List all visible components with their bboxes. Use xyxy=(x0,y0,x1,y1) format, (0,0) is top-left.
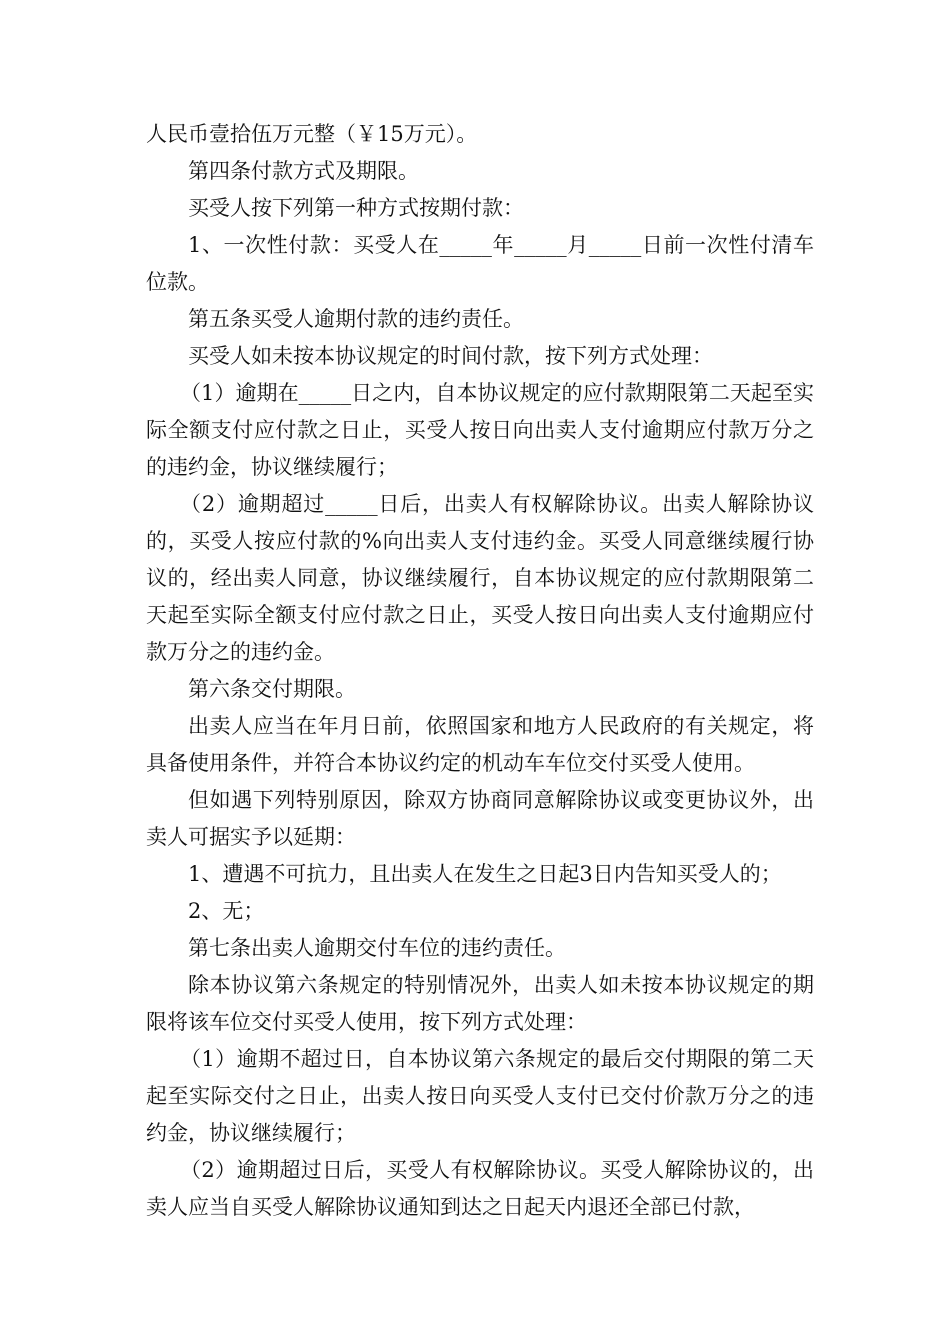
paragraph-late-payment-item-2: （2）逾期超过_____日后，出卖人有权解除协议。出卖人解除协议的，买受人按应付款的%向出卖人支付违约金。买受人同意继续履行协议的，经出卖人同意，协议继续履行，自本协议规定的应付款期限第二天起至实际全额支付应付款之日止，买受人按日向出卖人支付逾期应付款万分之的违约金。 xyxy=(146,492,814,664)
heading-article-7: 第七条出卖人逾期交付车位的违约责任。 xyxy=(188,936,566,960)
paragraph-price-amount: 人民币壹拾伍万元整（￥15万元）。 xyxy=(146,122,478,146)
paragraph-late-delivery-item-1: （1）逾期不超过日，自本协议第六条规定的最后交付期限的第二天起至实际交付之日止，出卖人按日向买受人支付已交付价款万分之的违约金，协议继续履行； xyxy=(146,1047,814,1145)
paragraph-lump-sum-payment: 1、一次性付款：买受人在_____年_____月_____日前一次性付清车位款。 xyxy=(146,233,814,294)
paragraph-late-payment-intro: 买受人如未按本协议规定的时间付款，按下列方式处理： xyxy=(188,344,713,368)
document-page xyxy=(146,116,814,1226)
heading-article-4: 第四条付款方式及期限。 xyxy=(188,159,419,183)
paragraph-payment-method: 买受人按下列第一种方式按期付款： xyxy=(188,196,524,220)
paragraph-late-delivery-intro: 除本协议第六条规定的特别情况外，出卖人如未按本协议规定的期限将该车位交付买受人使用，按下列方式处理： xyxy=(146,973,814,1034)
paragraph-delivery-deadline: 出卖人应当在年月日前，依照国家和地方人民政府的有关规定，将具备使用条件，并符合本协议约定的机动车车位交付买受人使用。 xyxy=(146,714,814,775)
paragraph-none: 2、无； xyxy=(188,899,265,923)
heading-article-6: 第六条交付期限。 xyxy=(188,677,356,701)
paragraph-late-payment-item-1: （1）逾期在_____日之内，自本协议规定的应付款期限第二天起至实际全额支付应付款之日止，买受人按日向出卖人支付逾期应付款万分之的违约金，协议继续履行； xyxy=(146,381,814,479)
paragraph-delay-reasons: 但如遇下列特别原因，除双方协商同意解除协议或变更协议外，出卖人可据实予以延期： xyxy=(146,788,814,849)
paragraph-late-delivery-item-2: （2）逾期超过日后，买受人有权解除协议。买受人解除协议的，出卖人应当自买受人解除协议通知到达之日起天内退还全部已付款， xyxy=(146,1158,814,1219)
paragraph-force-majeure: 1、遭遇不可抗力，且出卖人在发生之日起3日内告知买受人的； xyxy=(188,862,782,886)
heading-article-5: 第五条买受人逾期付款的违约责任。 xyxy=(188,307,524,331)
